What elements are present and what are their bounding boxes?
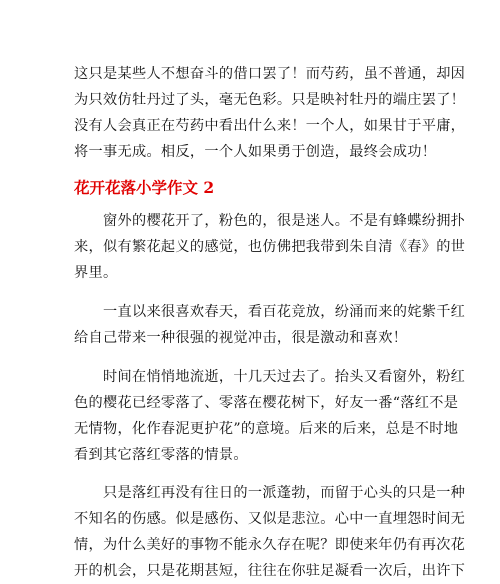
- paragraph-line: 不知名的伤感。似是感伤、又似是悲泣。心中一直埋怨时间无: [74, 511, 466, 527]
- section-title: 花开花落小学作文 2: [74, 178, 215, 197]
- paragraph-3: [74, 364, 466, 468]
- paragraph-line: 无情物，化作春泥更护花”的意境。后来的后来，总是不时地: [74, 421, 459, 437]
- paragraph-2: [74, 299, 466, 351]
- paragraph-line: 没有人会真正在芍药中看出什么来！一个人，如果甘于平庸，: [74, 118, 466, 134]
- paragraph-line: 给自己带来一种很强的视觉冲击，很是激动和喜欢！: [74, 330, 408, 346]
- paragraph-line: 界里。: [74, 265, 118, 281]
- paragraph-4: [74, 480, 466, 584]
- paragraph-line: 一直以来很喜欢春天，看百花竞放，纷涌而来的姹紫千红: [74, 304, 466, 320]
- paragraph-line: 将一事无成。相反，一个人如果勇于创造，最终会成功！: [74, 144, 437, 160]
- paragraph-line: 窗外的樱花开了，粉色的，很是迷人。不是有蜂蝶纷拥扑: [74, 213, 466, 229]
- paragraph-line: 这只是某些人不想奋斗的借口罢了！而芍药，虽不普通，却因: [74, 66, 466, 82]
- paragraph-line: 看到其它落红零落的情景。: [74, 447, 248, 463]
- paragraph-1: [74, 208, 466, 286]
- paragraph-line: 开的机会，只是花期甚短，往往在你驻足凝看一次后，出许下: [74, 563, 466, 579]
- paragraph-line: 时间在悄悄地流逝，十几天过去了。抬头又看窗外，粉红: [74, 369, 466, 385]
- paragraph-intro: [74, 61, 466, 165]
- paragraph-line: 色的樱花已经零落了、零落在樱花树下，好友一番“落红不是: [74, 395, 459, 411]
- paragraph-line: 为只效仿牡丹过了头，毫无色彩。只是映衬牡丹的端庄罢了！: [74, 92, 466, 108]
- paragraph-line: 来，似有繁花起义的感觉，也仿佛把我带到朱自清《春》的世: [74, 239, 466, 255]
- paragraph-line: 情，为什么美好的事物不能永久存在呢？即使来年仍有再次花: [74, 537, 466, 553]
- paragraph-line: 只是落红再没有往日的一派蓬勃，而留于心头的只是一种: [74, 485, 466, 501]
